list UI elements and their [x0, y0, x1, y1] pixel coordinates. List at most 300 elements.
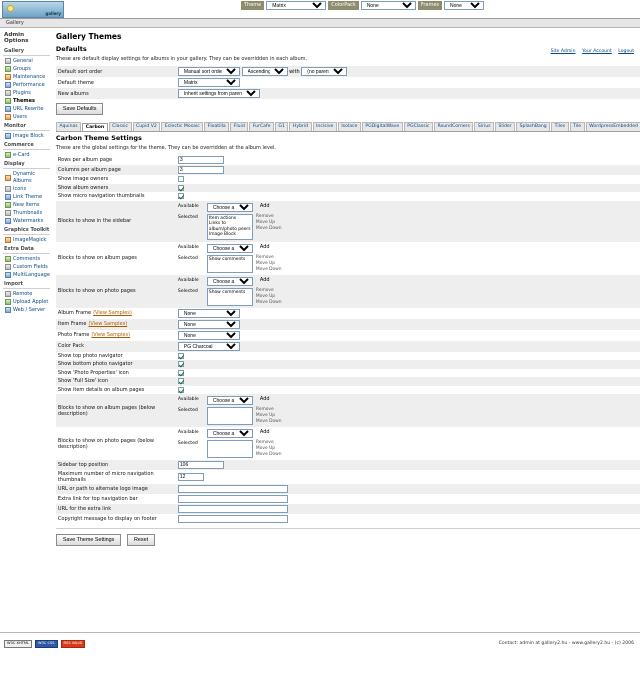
table-row [56, 184, 640, 193]
misc-setting-label: URL for the extra link [56, 504, 176, 514]
available-label: Available [177, 397, 199, 402]
table-row [56, 88, 640, 99]
frame-setting-value-cell [176, 330, 640, 341]
defaults-description: These are default display settings for albums in your gallery. They can be overridden in each album. [55, 56, 308, 62]
misc-setting-label: Sidebar top position [56, 460, 176, 470]
sidebar-item-web-server[interactable] [3, 306, 50, 314]
sidebar-group-import: Import [3, 279, 50, 289]
misc-setting-input[interactable] [178, 505, 288, 513]
available-blocks-select[interactable] [207, 203, 253, 212]
theme-basic-settings-table [56, 155, 640, 201]
misc-setting-value-cell [176, 460, 640, 470]
frame-setting-label [56, 341, 176, 352]
block-action-buttons [256, 214, 282, 231]
block-action-button[interactable]: Move Down [255, 266, 282, 272]
default-sort-order-cell [176, 66, 640, 77]
logo-text: gallery [45, 10, 61, 16]
toggle-checkbox[interactable] [178, 353, 184, 359]
theme-select[interactable] [266, 1, 326, 10]
tab-hybrid[interactable]: Hybrid [289, 122, 311, 131]
list-item[interactable]: Show comments [208, 289, 246, 295]
remote-icon [5, 291, 11, 297]
save-theme-settings-button[interactable]: Save Theme Settings [56, 534, 121, 546]
block-group-cell [176, 394, 640, 427]
toggle-label: Show 'Full Size' icon [56, 377, 176, 386]
sort-order-select[interactable] [178, 67, 240, 76]
sidebar-item-remote[interactable] [3, 290, 50, 298]
table-row [56, 192, 640, 201]
table-row [56, 484, 640, 494]
theme-settings-heading: Carbon Theme Settings [55, 134, 142, 142]
frame-settings-table [56, 308, 640, 352]
block-group-label: Blocks to show on photo pages [56, 275, 176, 308]
tab-pgclassic[interactable]: PGClassic [404, 122, 433, 131]
sidebar-item-label: New Items [13, 201, 40, 208]
sidebar-item-label: Watermarks [13, 217, 44, 224]
misc-setting-input[interactable] [178, 473, 204, 481]
table-row [56, 360, 640, 369]
block-action-button[interactable]: Remove [255, 213, 274, 219]
table-row [56, 330, 640, 341]
block-action-button[interactable]: Remove [255, 287, 274, 293]
misc-setting-value-cell [176, 484, 640, 494]
w3c-css-badge[interactable]: W3C CSS [35, 640, 58, 648]
frame-select[interactable] [178, 331, 240, 340]
misc-setting-label: URL or path to alternate logo image [56, 484, 176, 494]
gallery-logo [2, 1, 64, 18]
block-group-cell [176, 275, 640, 308]
block-action-button[interactable]: Move Down [255, 299, 282, 305]
field-icon [5, 264, 11, 270]
selected-blocks-row [178, 213, 640, 241]
toggle-cell [176, 360, 640, 369]
misc-setting-value-cell [176, 470, 640, 484]
sidebar-item-label: General [13, 57, 33, 64]
top-links [546, 49, 634, 54]
sidebar-item-watermarks[interactable] [3, 217, 50, 225]
colorpack-select[interactable] [361, 1, 416, 10]
toggle-checkbox[interactable] [178, 361, 184, 367]
topbar-controls [241, 1, 484, 10]
tab-isolace[interactable]: Isolace [338, 122, 361, 131]
view-samples-link[interactable]: (View Samples) [91, 332, 131, 338]
comment-icon [5, 256, 11, 262]
upload-icon [5, 299, 11, 305]
list-item[interactable]: Show comments [208, 256, 246, 262]
setting-value-cell [176, 155, 640, 165]
default-theme-select[interactable] [178, 78, 240, 87]
table-row [56, 352, 640, 361]
misc-setting-label: Maximum number of micro navigation thumbnails [57, 471, 154, 483]
view-samples-link[interactable]: (View Samples) [88, 321, 128, 327]
sidebar-item-label: URL Rewrite [13, 105, 44, 112]
frame-setting-value-cell [176, 308, 640, 319]
sidebar-item-dynamic-albums[interactable] [3, 170, 50, 185]
selected-label: Selected [177, 214, 198, 220]
sidebar-item-label: Link Theme [13, 193, 43, 200]
icons-icon [5, 186, 11, 192]
sidebar-item-label: Custom Fields [13, 263, 48, 270]
frames-select[interactable] [444, 1, 484, 10]
new-icon [5, 202, 11, 208]
parent-sort-select[interactable] [301, 67, 347, 76]
table-row [56, 386, 640, 395]
block-action-button[interactable]: Move Up [255, 446, 276, 451]
toggle-label: Show 'Photo Properties' icon [57, 369, 129, 376]
block-group-cell [176, 242, 640, 275]
selected-blocks-list[interactable] [207, 255, 253, 273]
table-row [56, 155, 640, 165]
plug-icon [5, 90, 11, 96]
setting-checkbox-cell [176, 192, 640, 201]
sidebar-item-multilanguage[interactable] [3, 271, 50, 279]
sidebar-item-link-theme[interactable] [3, 193, 50, 201]
table-row [56, 242, 640, 275]
table-row [56, 175, 640, 184]
table-row [56, 319, 640, 330]
tab-furcafe[interactable]: FurCafe [249, 122, 274, 131]
image-icon [5, 133, 11, 139]
below-description-blocks-table [56, 394, 640, 460]
block-action-button[interactable]: Remove [255, 440, 274, 445]
block-action-button[interactable]: Move Up [255, 219, 276, 225]
setting-label: Show album owners [56, 184, 176, 193]
new-albums-label: New albums [56, 88, 176, 99]
table-row [56, 427, 640, 460]
palette-icon [5, 98, 11, 104]
tab-incisive[interactable]: Incisive [313, 122, 337, 131]
setting-label: Show micro navigation thumbnails [57, 193, 145, 200]
table-row [56, 275, 640, 308]
frame-setting-value-cell [176, 319, 640, 330]
toggle-label: Show item details on album pages [57, 386, 145, 393]
add-block-button[interactable]: Add [259, 243, 270, 250]
selected-label: Selected [177, 408, 198, 413]
sidebar-blocks-table [56, 201, 640, 308]
theme-tabs [56, 122, 640, 132]
list-item[interactable]: Image Block [208, 232, 236, 237]
block-action-button[interactable]: Move Up [255, 260, 276, 266]
selected-blocks-list[interactable] [207, 288, 253, 306]
sidebar-item-icons[interactable] [3, 185, 50, 193]
setting-checkbox[interactable] [178, 193, 184, 199]
sidebar-item-label: Plugins [13, 89, 31, 96]
list-item[interactable]: Links to album/photo peers [208, 221, 251, 232]
table-row [56, 66, 640, 77]
sidebar-item-maintenance[interactable] [3, 73, 50, 81]
sidebar-item-label: e-Card [13, 151, 30, 158]
setting-checkbox-cell [176, 184, 640, 193]
available-blocks-select[interactable] [207, 244, 253, 253]
main-layout [0, 28, 640, 628]
tab-carbon[interactable]: Carbon [82, 123, 107, 133]
sidebar-item-label: Comments [13, 255, 41, 262]
sidebar [0, 28, 52, 628]
tab-classic[interactable]: Classic [109, 122, 132, 131]
sidebar-item-label: Image Block [13, 132, 44, 139]
block-action-button[interactable]: Move Down [255, 419, 282, 424]
theme-label: Theme [241, 1, 264, 10]
selected-blocks-list[interactable] [207, 440, 253, 458]
frame-select[interactable] [178, 320, 240, 329]
toggle-label: Show top photo navigator [57, 352, 123, 359]
available-blocks-select[interactable] [207, 396, 253, 405]
block-action-button[interactable]: Move Down [255, 452, 282, 457]
tab-fluid[interactable]: Fluid [230, 122, 248, 131]
selected-blocks-list[interactable] [207, 407, 253, 425]
table-row [56, 201, 640, 242]
sidebar-title: Admin Options [4, 32, 29, 44]
new-albums-cell [176, 88, 640, 99]
sidebar-item-label: Dynamic Albums [13, 170, 36, 184]
default-sort-order-label: Default sort order [56, 66, 176, 77]
selected-blocks-row [178, 406, 640, 426]
sidebar-group-gallery: Gallery [3, 46, 50, 56]
link-logout[interactable]: Logout [618, 49, 634, 54]
toggle-cell [176, 352, 640, 361]
toggle-label: Show bottom photo navigator [56, 360, 176, 369]
sidebar-item-custom-fields[interactable] [3, 263, 50, 271]
tab-g1[interactable]: G1 [275, 122, 288, 131]
misc-setting-input[interactable] [178, 461, 224, 469]
misc-setting-value-cell [176, 504, 640, 514]
misc-settings-table [56, 460, 640, 524]
list-item[interactable]: Item actions [208, 215, 237, 221]
view-samples-link[interactable]: (View Samples) [93, 310, 132, 316]
frame-select[interactable] [178, 309, 240, 318]
link-site-admin[interactable]: Site Admin [550, 49, 576, 54]
rss-valid-badge[interactable]: RSS VALID [61, 640, 86, 648]
setting-text-input[interactable] [178, 166, 224, 174]
block-action-button[interactable]: Remove [255, 407, 274, 412]
link-icon [5, 106, 11, 112]
frame-setting-label [56, 319, 176, 330]
block-action-buttons [256, 440, 282, 457]
block-group-label: Blocks to show in the sidebar [56, 201, 176, 242]
selected-label: Selected [177, 288, 198, 294]
tab-aquinas[interactable]: Aquinas [56, 122, 81, 131]
tab-cupid-v2[interactable]: Cupid V2 [133, 122, 161, 131]
tab-splashbang[interactable]: SplashBang [516, 122, 550, 131]
add-block-button[interactable]: Add [259, 276, 270, 283]
thumb-icon [5, 210, 11, 216]
block-action-buttons [256, 255, 282, 272]
sidebar-group-graphics-toolkit: Graphics Toolkit [4, 227, 50, 233]
table-row [56, 504, 640, 514]
sidebar-item-label: Users [13, 113, 28, 120]
add-block-button[interactable]: Add [259, 202, 270, 209]
lang-icon [5, 272, 11, 278]
toggle-cell [176, 377, 640, 386]
sidebar-group-commerce: Commerce [3, 140, 50, 150]
selected-blocks-row [178, 287, 640, 307]
available-blocks-row [178, 276, 640, 287]
frame-label-text: Photo Frame [57, 332, 90, 338]
user-icon [5, 114, 11, 120]
frame-setting-value-cell [176, 341, 640, 352]
misc-setting-value-cell [176, 514, 640, 524]
frame-setting-label [56, 308, 176, 319]
content-pane [52, 28, 640, 549]
sidebar-item-themes[interactable] [3, 97, 50, 105]
block-group-cell [176, 201, 640, 242]
available-blocks-select[interactable] [207, 277, 253, 286]
colorpack-label: ColorPack [328, 1, 359, 10]
link-icon [5, 194, 11, 200]
sidebar-item-url-rewrite[interactable] [3, 105, 50, 113]
tab-tile[interactable]: Tile [570, 122, 585, 131]
sun-icon [7, 5, 14, 12]
available-blocks-row [178, 243, 640, 254]
sidebar-item-upload-applet[interactable] [3, 298, 50, 306]
toggle-cell [176, 369, 640, 378]
frame-label-text: Color Pack [57, 343, 85, 349]
sidebar-item-label: Remote [13, 290, 33, 297]
sort-direction-select[interactable] [242, 67, 288, 76]
magic-icon [5, 237, 11, 243]
default-theme-label: Default theme [57, 79, 94, 86]
block-group-label: Blocks to show on photo pages (below description) [57, 437, 154, 450]
setting-checkbox[interactable] [178, 176, 184, 182]
available-blocks-row [178, 428, 640, 439]
with-label: with [289, 69, 300, 75]
sidebar-item-label: MultiLanguage [13, 271, 50, 278]
available-blocks-row [178, 395, 640, 406]
available-label: Available [177, 203, 199, 209]
top-bar [0, 0, 640, 19]
sidebar-group-display: Display [3, 159, 50, 169]
sidebar-item-new-items[interactable] [3, 201, 50, 209]
footer-text: Contact: admin at gallery2.hu - www.gallery2.hu - (c) 2006 [498, 641, 634, 646]
misc-setting-input[interactable] [178, 485, 288, 493]
sidebar-item-label: Upload Applet [13, 298, 49, 305]
sidebar-item-performance[interactable] [3, 81, 50, 89]
sidebar-item-label: Themes [13, 97, 35, 104]
save-defaults-button[interactable]: Save Defaults [56, 103, 104, 115]
misc-setting-input[interactable] [178, 495, 288, 503]
sidebar-item-thumbnails[interactable] [3, 209, 50, 217]
table-row [56, 341, 640, 352]
frame-setting-label [56, 330, 176, 341]
toggle-checkbox[interactable] [178, 387, 184, 393]
available-blocks-row [178, 202, 640, 213]
sidebar-item-general[interactable] [3, 57, 50, 65]
tab-sirius[interactable]: Sirius [474, 122, 494, 131]
toggle-cell [176, 386, 640, 395]
add-block-button[interactable]: Add [259, 396, 270, 402]
block-action-buttons [256, 288, 282, 305]
misc-setting-label: Copyright message to display on footer [57, 516, 157, 522]
setting-checkbox-cell [176, 175, 640, 184]
sidebar-item-imagemagick[interactable] [3, 236, 50, 244]
breadcrumb[interactable]: Gallery [0, 19, 640, 28]
block-group-label: Blocks to show on album pages (below description) [56, 394, 176, 427]
available-label: Available [177, 277, 199, 283]
sidebar-item-e-card[interactable] [3, 151, 50, 159]
selected-blocks-row [178, 439, 640, 459]
add-block-button[interactable]: Add [259, 429, 270, 435]
tab-eclectic-mosaic[interactable]: Eclectic Mosaic [161, 122, 203, 131]
available-blocks-select[interactable] [207, 429, 253, 438]
gear-icon [5, 58, 11, 64]
frame-select[interactable] [178, 342, 240, 351]
sidebar-item-users[interactable] [3, 113, 50, 121]
sidebar-group-extra-data: Extra Data [3, 244, 50, 254]
selected-label: Selected [177, 441, 198, 446]
misc-setting-input[interactable] [178, 515, 288, 523]
misc-setting-value-cell [176, 494, 640, 504]
defaults-heading: Defaults [55, 45, 87, 53]
page-title: Gallery Themes [55, 32, 122, 41]
frame-label-text: Item Frame [57, 321, 87, 327]
table-row [56, 394, 640, 427]
link-your-account[interactable]: Your Account [581, 49, 612, 54]
block-action-button[interactable]: Remove [255, 254, 274, 260]
sidebar-item-groups[interactable] [3, 65, 50, 73]
table-row [56, 377, 640, 386]
block-action-button[interactable]: Move Down [255, 225, 282, 231]
footer [0, 632, 640, 654]
defaults-table [56, 66, 640, 99]
new-albums-select[interactable] [178, 89, 260, 98]
misc-setting-label: Extra link for top navigation bar [57, 496, 138, 502]
toggle-checkbox[interactable] [178, 378, 184, 384]
block-action-button[interactable]: Move Up [255, 293, 276, 299]
toggle-settings-table [56, 352, 640, 395]
table-row [56, 369, 640, 378]
block-group-cell [176, 427, 640, 460]
divider [56, 528, 640, 529]
sidebar-item-label: Maintenance [13, 73, 46, 80]
w3c-xhtml-badge[interactable]: W3C XHTML [4, 640, 32, 648]
tab-pgdigitalwave[interactable]: PGDigitalWave [362, 122, 403, 131]
selected-label: Selected [177, 255, 198, 261]
selected-blocks-row [178, 254, 640, 274]
frames-label: Frames [418, 1, 442, 10]
toggle-checkbox[interactable] [178, 370, 184, 376]
sidebar-item-label: Groups [13, 65, 31, 72]
block-action-button[interactable]: Move Up [255, 413, 276, 418]
water-icon [5, 218, 11, 224]
available-label: Available [177, 430, 199, 435]
tab-tiles[interactable]: Tiles [551, 122, 568, 131]
selected-blocks-list[interactable] [207, 214, 253, 240]
available-label: Available [177, 244, 199, 250]
tab-floatilla[interactable]: Floatilla [204, 122, 229, 131]
setting-label: Show image owners [57, 176, 109, 183]
table-row [56, 77, 640, 88]
sidebar-item-plugins[interactable] [3, 89, 50, 97]
sidebar-item-label: Web / Server [13, 306, 46, 313]
setting-checkbox[interactable] [178, 185, 184, 191]
tab-roundcorners[interactable]: RoundCorners [434, 122, 473, 131]
tab-wordpressembedded[interactable]: WordpressEmbedded [586, 122, 640, 131]
setting-label: Rows per album page [57, 157, 113, 163]
block-group-label: Blocks to show on album pages [57, 255, 137, 261]
tab-slider[interactable]: Slider [495, 122, 515, 131]
sidebar-item-image-block[interactable] [3, 132, 50, 140]
theme-settings-description: These are the global settings for the theme. They can be overridden at the album level. [55, 145, 276, 151]
card-icon [5, 152, 11, 158]
setting-text-input[interactable] [178, 156, 224, 164]
reset-button[interactable]: Reset [127, 534, 155, 546]
sidebar-item-comments[interactable] [3, 255, 50, 263]
table-row [56, 494, 640, 504]
table-row [56, 514, 640, 524]
default-theme-cell [176, 77, 640, 88]
table-row [56, 165, 640, 175]
setting-value-cell [176, 165, 640, 175]
